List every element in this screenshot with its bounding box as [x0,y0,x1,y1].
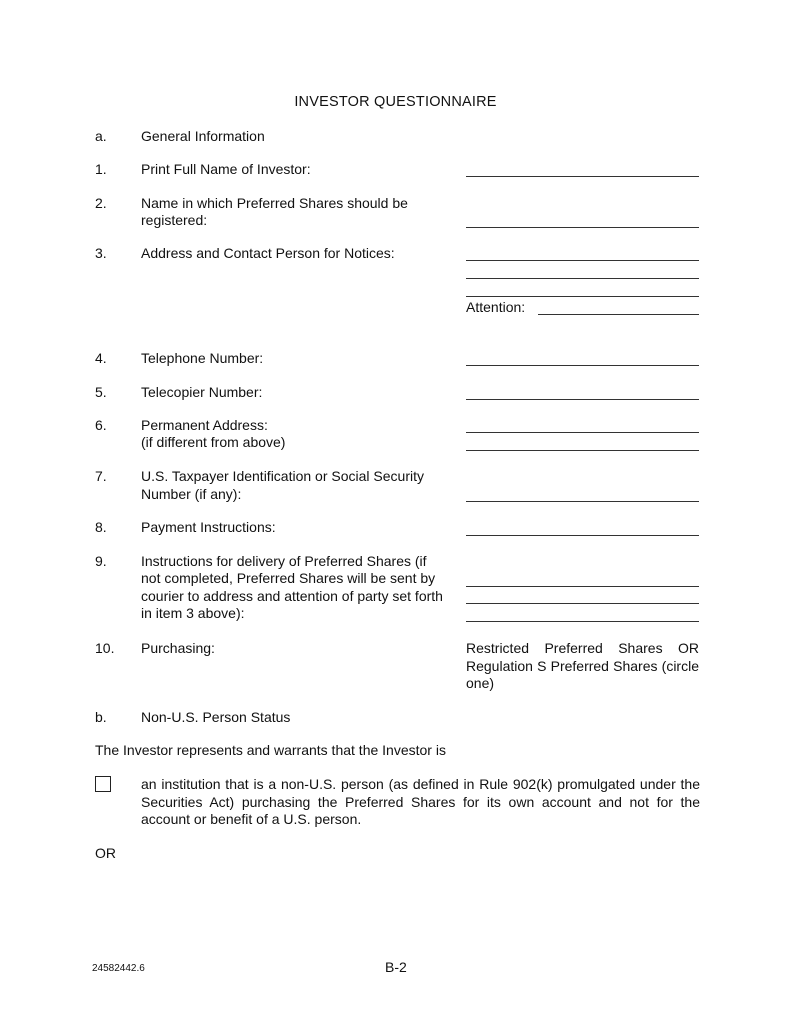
representation-text: The Investor represents and warrants that the Investor is [95,742,446,758]
telecopier-field[interactable] [466,399,699,400]
page-number: B-2 [385,959,407,975]
item-3-label: Address and Contact Person for Notices: [141,245,395,261]
non-us-institution-checkbox[interactable] [95,776,111,792]
item-8-label: Payment Instructions: [141,519,276,535]
delivery-instructions-field-2[interactable] [466,603,699,604]
attention-field[interactable] [538,314,699,315]
item-9-label-line-1: Instructions for delivery of Preferred Shares (if [141,553,427,569]
item-7-label-line-2: Number (if any): [141,486,242,502]
telephone-field[interactable] [466,365,699,366]
item-9-label-line-3: courier to address and attention of party set forth [141,588,443,604]
item-8-number: 8. [95,519,107,535]
notice-address-field-1[interactable] [466,260,699,261]
attention-label: Attention: [466,299,526,315]
purchasing-option-regulation-s[interactable]: Regulation S Preferred Shares (circle [466,658,699,674]
item-2-label-line-1: Name in which Preferred Shares should be [141,195,408,211]
item-6-label-line-1: Permanent Address: [141,417,268,433]
item-5-number: 5. [95,384,107,400]
item-1-label: Print Full Name of Investor: [141,161,311,177]
non-us-institution-text: an institution that is a non-U.S. person (as defined in Rule 902(k) promulgated under the Securities Act) purchasing the Preferred Shares for its own account and not for the account or benefit of a U.S. person. [141,776,700,827]
delivery-instructions-field-3[interactable] [466,621,699,622]
item-5-label: Telecopier Number: [141,384,263,400]
taxpayer-id-field[interactable] [466,501,699,502]
item-4-label: Telephone Number: [141,350,264,366]
item-2-number: 2. [95,195,107,211]
permanent-address-field-1[interactable] [466,432,699,433]
item-1-number: 1. [95,161,107,177]
page-title: INVESTOR QUESTIONNAIRE [294,94,497,110]
notice-address-field-3[interactable] [466,296,699,297]
payment-instructions-field[interactable] [466,535,699,536]
item-6-label-line-2: (if different from above) [141,434,286,450]
section-b-heading: Non-U.S. Person Status [141,709,291,725]
purchasing-option-restricted[interactable]: Restricted Preferred Shares OR [466,640,699,656]
section-b-marker: b. [95,709,107,725]
item-9-label-line-4: in item 3 above): [141,605,245,621]
registered-name-field[interactable] [466,227,699,228]
item-2-label-line-2: registered: [141,212,208,228]
item-3-number: 3. [95,245,107,261]
item-10-number: 10. [95,640,115,656]
item-6-number: 6. [95,417,107,433]
or-text: OR [95,845,116,861]
section-a-heading: General Information [141,128,265,144]
notice-address-field-2[interactable] [466,278,699,279]
item-7-number: 7. [95,468,107,484]
permanent-address-field-2[interactable] [466,450,699,451]
item-9-number: 9. [95,553,107,569]
item-4-number: 4. [95,350,107,366]
delivery-instructions-field-1[interactable] [466,586,699,587]
purchasing-options-line-3: one) [466,675,495,691]
item-9-label-line-2: not completed, Preferred Shares will be sent by [141,570,436,586]
investor-name-field[interactable] [466,176,699,177]
item-10-label: Purchasing: [141,640,215,656]
item-7-label-line-1: U.S. Taxpayer Identification or Social Security [141,468,424,484]
section-a-marker: a. [95,128,107,144]
document-id: 24582442.6 [92,963,145,974]
